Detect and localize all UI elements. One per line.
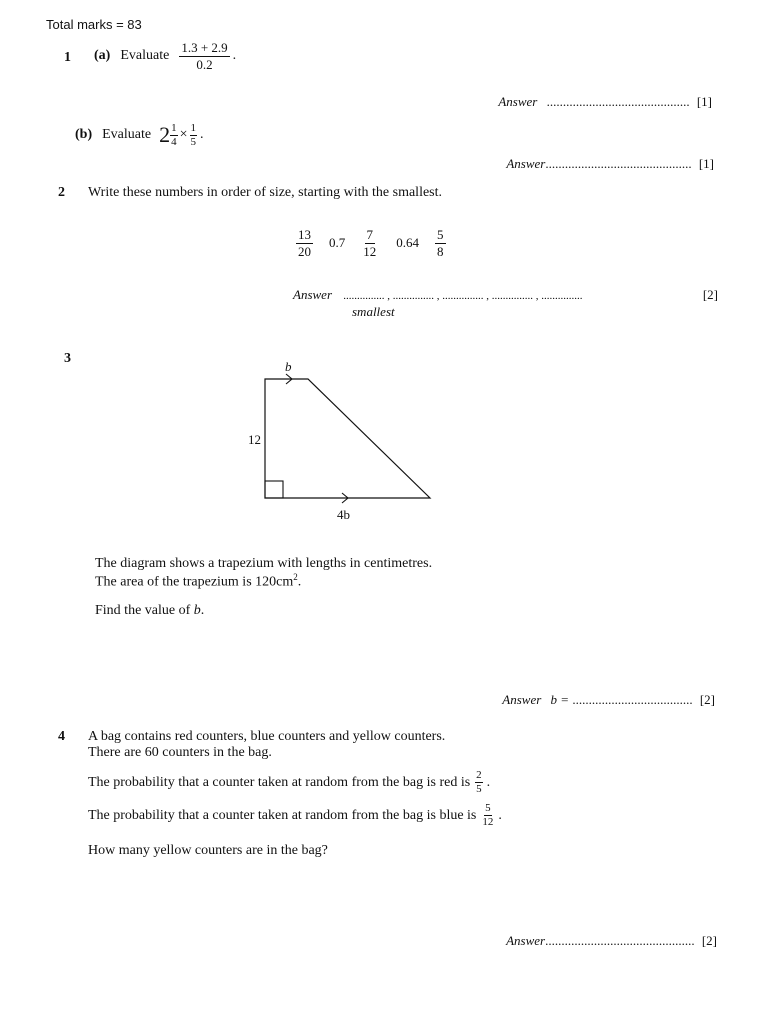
q1b-whole: 2 [159,122,171,147]
bottom-side-label: 4b [337,507,350,522]
q4-red-end: . [486,774,491,790]
q1-number: 1 [64,50,71,65]
q4-blue-text: The probability that a counter taken at random from the bag is blue is [88,807,477,823]
answer-label: Answer [498,94,538,109]
q2-text: Write these numbers in order of size, starting with the smallest. [88,185,443,200]
blue-prob-num: 5 [485,802,491,814]
q3-variable: b [193,603,201,618]
q4-red-text: The probability that a counter taken at random from the bag is red is [88,774,471,790]
q4-number: 4 [58,729,65,744]
q1b-f1-num: 1 [171,121,177,134]
q3-text-2 [95,572,301,591]
q1b-f2-num: 1 [190,121,197,134]
right-angle-marker [265,481,283,498]
q1a-numerator: 1.3 + 2.9 [181,40,228,55]
q4-red-line [88,770,490,795]
red-probability [475,770,483,795]
q3-number: 3 [64,351,71,366]
q3-text-2-body: The area of the trapezium is 120 [95,574,277,590]
answer-label: Answer [502,692,542,707]
top-side-label: b [285,359,292,374]
marks: [2] [702,287,718,302]
q2-n5-den: 8 [437,243,444,259]
q2-n1-num: 13 [298,227,311,242]
q3-answer [502,692,715,708]
q4-text-1: A bag contains red counters, blue counters and yellow counters. [88,729,446,744]
q3-unit-power: 2 [293,572,298,582]
q1a-label: (a) [94,48,111,64]
q1a-end: . [232,48,237,64]
answer-variable: b = [550,692,570,707]
answer-label: Answer [293,287,332,302]
q4-text-2: There are 60 counters in the bag. [88,745,272,760]
blue-probability [481,803,494,828]
marks: [1] [696,94,712,109]
q3-text-3-body: Find the value of [95,603,194,618]
q4-blue-line [88,803,502,828]
smallest-label: smallest [352,304,395,319]
q3-text-1: The diagram shows a trapezium with lengths in centimetres. [95,556,433,571]
q1b-label: (b) [75,127,93,142]
q3-unit: cm [276,574,294,590]
q1a-verb: Evaluate [120,48,170,64]
red-prob-num: 2 [476,769,482,781]
q2-n1-den: 20 [298,243,311,259]
q2-number: 2 [58,185,65,200]
q2-n3-den: 12 [363,243,377,259]
answer-dots: ............................................. [545,156,692,171]
marks: [1] [698,156,714,171]
q3-text-3-end: . [200,603,205,618]
q1a-denominator: 0.2 [196,56,213,72]
answer-dots: .............................................. [545,933,695,948]
red-prob-den: 5 [476,783,482,795]
marks: [2] [701,933,717,948]
q4-question: How many yellow counters are in the bag? [88,843,328,858]
answer-dots: ............... , ............... , ............... , ............... , ............... [343,290,583,302]
q3-text-3 [95,603,204,619]
q1b-f1-den: 4 [171,135,177,148]
total-marks: Total marks = 83 [46,17,142,32]
q2-number-4: 0.64 [396,235,419,251]
q2-n3-num: 7 [366,227,373,242]
q4-answer [506,933,717,949]
trapezium-shape [265,379,430,498]
answer-dots: ............................................ [546,94,690,109]
left-side-label: 12 [248,432,261,447]
q4-blue-end: . [498,807,502,823]
blue-prob-den: 12 [482,816,494,828]
marks: [2] [699,692,715,707]
q2-n5-num: 5 [437,227,444,242]
answer-dots: ..................................... [572,692,693,707]
q1b-f2-den: 5 [190,135,197,148]
q2-number-2: 0.7 [329,235,346,251]
answer-label: Answer [506,933,546,948]
q1b-verb: Evaluate [102,127,152,142]
times-sign: × [179,127,188,142]
q1b-end: . [200,127,204,142]
q3-text-2-end: . [297,574,302,590]
answer-label: Answer [506,156,546,171]
